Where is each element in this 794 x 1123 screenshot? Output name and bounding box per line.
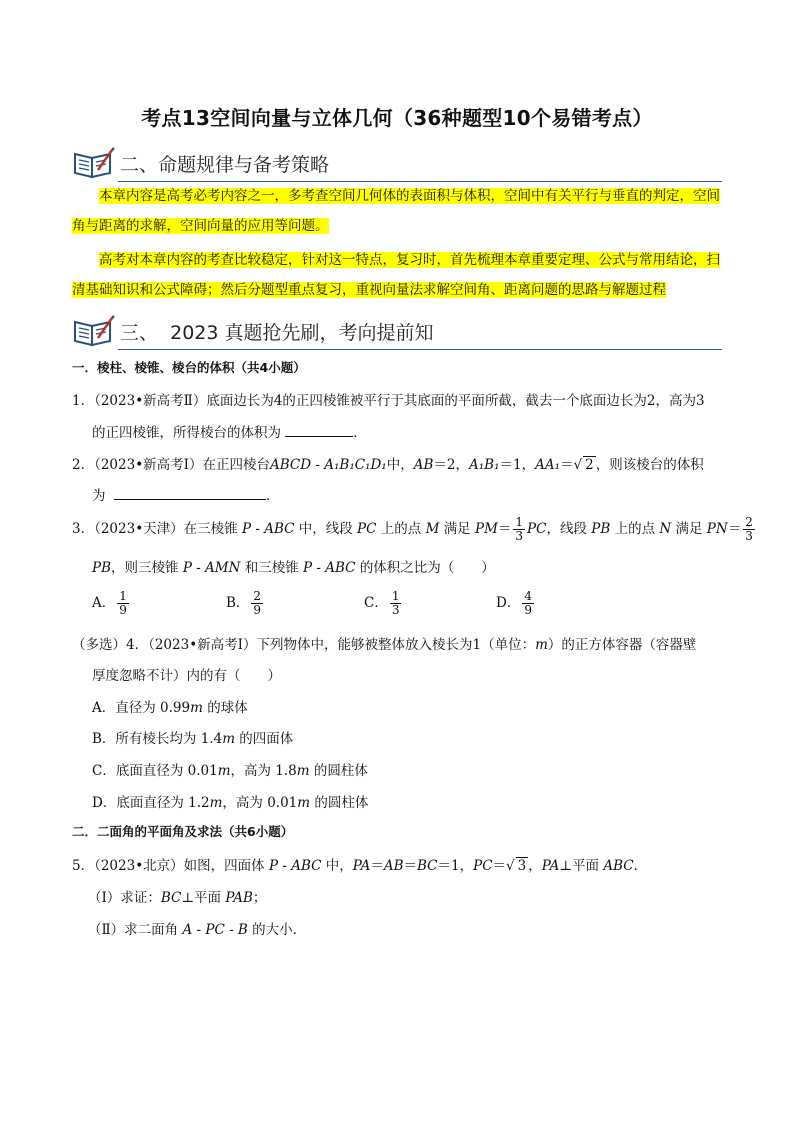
answer-blank[interactable] xyxy=(114,499,266,500)
question-5-part-1: （Ⅰ）求证：BC⊥平面 PAB； xyxy=(88,890,267,906)
option-c[interactable]: C． $\frac{1}{3}$ xyxy=(364,589,400,617)
option-a[interactable]: A． $\frac{1}{9}$ xyxy=(92,589,127,617)
section-header-exam xyxy=(72,312,722,352)
question-5-part-2: （Ⅱ）求二面角 A - PC - B 的大小． xyxy=(88,922,307,938)
question-1-line-2: 的正四棱锥，所得棱台的体积为 ． xyxy=(92,425,367,441)
book-icon xyxy=(72,314,116,348)
question-2-line-1: 2．（2023•新高考Ⅰ）在正四棱台ABCD - A₁B₁C₁D₁中，AB＝2，A₁B₁＝1，AA₁＝√ 2 ，则该棱台的体积 xyxy=(72,457,704,473)
question-3-line-1: 3．（2023•天津）在三棱锥 P - ABC 中，线段 PC 上的点 M 满足 PM＝ $\frac{1}{3}$ PC，线段 PB 上的点 N 满足 PN＝ $\frac{2}{3}$ xyxy=(72,515,753,543)
option-b[interactable]: B． $\frac{2}{9}$ xyxy=(226,589,262,617)
question-4-line-1: （多选）4．（2023•新高考Ⅰ）下列物体中，能够被整体放入棱长为1（单位：m）的正方体容器（容器壁 xyxy=(72,637,697,653)
book-icon xyxy=(72,146,116,180)
question-2-line-2: 为 ． xyxy=(92,488,280,504)
section-label: 二、命题规律与备考策略 xyxy=(120,154,330,176)
option-c[interactable]: C．底面直径为 0.01m，高为 1.8m 的圆柱体 xyxy=(92,763,368,779)
question-3-line-2: PB，则三棱锥 P - AMN 和三棱锥 P - ABC 的体积之比为（ ） xyxy=(92,560,495,576)
highlighted-text: 本章内容是高考必考内容之一，多考查空间几何体的表面积与体积，空间中有关平行与垂直的判定，空间角与距离的求解，空间向量的应用等问题。 xyxy=(72,188,720,234)
option-b[interactable]: B．所有棱长均为 1.4m 的四面体 xyxy=(92,731,294,747)
option-d[interactable]: D．底面直径为 1.2m，高为 0.01m 的圆柱体 xyxy=(92,795,369,811)
section-divider xyxy=(118,349,722,350)
section-label: 三、 2023 真题抢先刷，考向提前知 xyxy=(120,322,434,344)
option-d[interactable]: D． $\frac{4}{9}$ xyxy=(496,589,532,617)
question-5-line-1: 5．（2023•北京）如图，四面体 P - ABC 中，PA＝AB＝BC＝1，PC＝√ 3 ，PA⊥平面 ABC． xyxy=(72,858,648,874)
group-heading-dihedral: 二．二面角的平面角及求法（共6小题） xyxy=(72,824,294,839)
page-title: 考点13空间向量与立体几何（36种题型10个易错考点） xyxy=(141,106,653,130)
section-header-strategy xyxy=(72,144,722,184)
answer-blank[interactable] xyxy=(285,436,353,437)
strategy-paragraph-1 xyxy=(72,181,724,241)
option-a[interactable]: A．直径为 0.99m 的球体 xyxy=(92,700,248,716)
question-1-line-1: 1．（2023•新高考Ⅱ）底面边长为4的正四棱锥被平行于其底面的平面所截，截去一个底面边长为2，高为3 xyxy=(72,393,705,409)
question-4-line-2: 厚度忽略不计）内的有（ ） xyxy=(92,668,281,684)
strategy-paragraph-2 xyxy=(72,245,724,305)
group-heading-volume: 一．棱柱、棱锥、棱台的体积（共4小题） xyxy=(72,360,306,375)
highlighted-text: 高考对本章内容的考查比较稳定，针对这一特点，复习时，首先梳理本章重要定理、公式与常用结论，扫清基础知识和公式障碍；然后分题型重点复习，重视向量法求解空间角、距离问题的思路与解题过程 xyxy=(72,252,720,298)
